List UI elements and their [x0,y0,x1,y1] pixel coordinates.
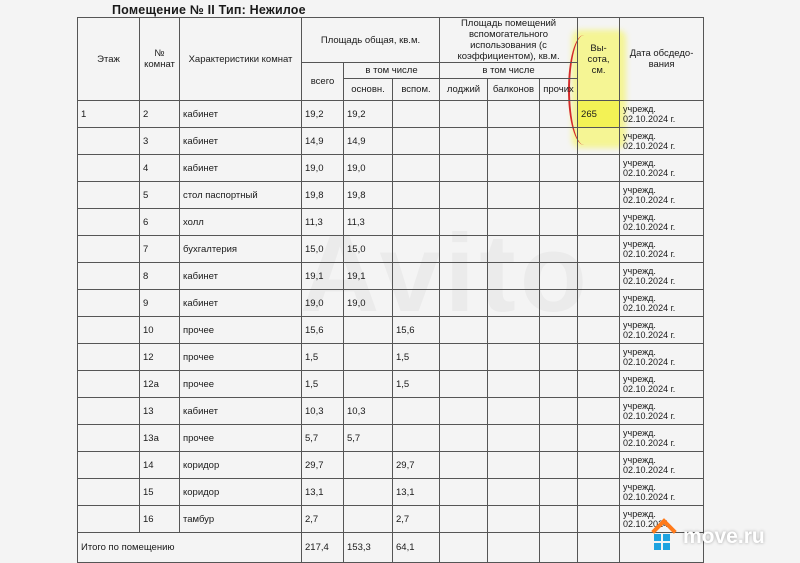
cell-height [578,155,620,182]
cell-other [540,236,578,263]
cell-name: кабинет [180,128,302,155]
cell-balcony [488,263,540,290]
cell-loggia [440,263,488,290]
cell-height [578,290,620,317]
cell-balcony [488,182,540,209]
cell-floor [78,128,140,155]
cell-floor: 1 [78,101,140,128]
cell-date: учрежд. 02.10.2024 г. [620,425,704,452]
cell-name: тамбур [180,506,302,533]
cell-aux [393,101,440,128]
cell-room: 4 [140,155,180,182]
table-row [78,209,704,236]
cell-height [578,452,620,479]
cell-aux [393,182,440,209]
cell-main [344,317,393,344]
header-including-2: в том числе [440,63,578,79]
cell-total: 1,5 [302,344,344,371]
cell-name: прочее [180,344,302,371]
total-area-main: 153,3 [344,533,393,563]
cell-main: 19,2 [344,101,393,128]
cell-floor [78,182,140,209]
cell-date: учрежд. 02.10.2024 г. [620,290,704,317]
cell-loggia [440,236,488,263]
cell-other [540,452,578,479]
header-total-area: Площадь общая, кв.м. [302,18,440,63]
cell-main [344,479,393,506]
cell-balcony [488,290,540,317]
cell-balcony [488,236,540,263]
cell-other [540,506,578,533]
cell-balcony [488,344,540,371]
table-row [78,398,704,425]
cell-name: прочее [180,425,302,452]
cell-height [578,182,620,209]
header-main: основн. [344,79,393,101]
cell-loggia [440,182,488,209]
house-logo-icon [652,524,678,550]
cell-name: коридор [180,452,302,479]
logo-text: move.ru [683,525,765,548]
total-balconies [488,533,540,563]
header-floor: Этаж [78,18,140,101]
cell-main: 10,3 [344,398,393,425]
cell-total: 11,3 [302,209,344,236]
cell-floor [78,506,140,533]
cell-floor [78,236,140,263]
header-characteristics: Характеристики комнат [180,18,302,101]
cell-name: холл [180,209,302,236]
cell-main: 5,7 [344,425,393,452]
cell-balcony [488,506,540,533]
cell-balcony [488,425,540,452]
cell-other [540,263,578,290]
cell-balcony [488,479,540,506]
cell-aux [393,155,440,182]
cell-room: 8 [140,263,180,290]
cell-loggia [440,317,488,344]
table-row [78,101,704,128]
table-row [78,263,704,290]
cell-date: учрежд. 02.10.2024 г. [620,128,704,155]
cell-main: 11,3 [344,209,393,236]
cell-floor [78,263,140,290]
cell-loggia [440,128,488,155]
header-aux-area: Площадь помещений вспомогательного использования (с коэффициентом), кв.м. [440,18,578,63]
cell-other [540,344,578,371]
cell-loggia [440,506,488,533]
header-including-1: в том числе [344,63,440,79]
document-title: Помещение № II Тип: Нежилое [112,3,306,17]
cell-name: кабинет [180,155,302,182]
table-row [78,344,704,371]
cell-aux: 13,1 [393,479,440,506]
cell-room: 15 [140,479,180,506]
cell-balcony [488,128,540,155]
header-balconies: балконов [488,79,540,101]
total-other [540,533,578,563]
cell-other [540,317,578,344]
cell-height [578,506,620,533]
cell-floor [78,452,140,479]
cell-other [540,155,578,182]
cell-height [578,317,620,344]
cell-room: 14 [140,452,180,479]
cell-aux: 29,7 [393,452,440,479]
cell-loggia [440,425,488,452]
cell-total: 19,0 [302,155,344,182]
total-loggias [440,533,488,563]
cell-total: 13,1 [302,479,344,506]
cell-date: учрежд. 02.10.2024 г. [620,263,704,290]
cell-height [578,209,620,236]
table-row [78,506,704,533]
table-row [78,425,704,452]
cell-main: 19,0 [344,290,393,317]
cell-other [540,290,578,317]
cell-floor [78,209,140,236]
cell-height [578,398,620,425]
cell-total: 29,7 [302,452,344,479]
table-row [78,479,704,506]
cell-aux: 15,6 [393,317,440,344]
cell-main: 19,8 [344,182,393,209]
table-row [78,452,704,479]
cell-date: учрежд. 02.10.2024 г. [620,101,704,128]
header-loggias: лоджий [440,79,488,101]
cell-aux [393,398,440,425]
header-room-number: № комнат [140,18,180,101]
cell-room: 12 [140,344,180,371]
cell-balcony [488,209,540,236]
cell-balcony [488,452,540,479]
cell-aux: 1,5 [393,371,440,398]
cell-other [540,101,578,128]
total-area-all: 217,4 [302,533,344,563]
header-all: всего [302,63,344,101]
cell-main: 15,0 [344,236,393,263]
cell-main: 19,0 [344,155,393,182]
cell-date: учрежд. 02.10.2024 г. [620,371,704,398]
rooms-table [77,17,704,563]
cell-loggia [440,290,488,317]
cell-floor [78,290,140,317]
cell-main: 14,9 [344,128,393,155]
cell-room: 10 [140,317,180,344]
cell-balcony [488,317,540,344]
cell-name: стол паспортный [180,182,302,209]
cell-height [578,263,620,290]
cell-name: кабинет [180,398,302,425]
cell-date: учрежд. 02.10.2024 [620,506,704,533]
cell-name: бухгалтерия [180,236,302,263]
cell-floor [78,371,140,398]
cell-total: 19,8 [302,182,344,209]
cell-loggia [440,398,488,425]
cell-height [578,128,620,155]
cell-total: 15,6 [302,317,344,344]
cell-aux [393,290,440,317]
cell-loggia [440,155,488,182]
cell-date: учрежд. 02.10.2024 г. [620,182,704,209]
cell-aux [393,425,440,452]
cell-name: кабинет [180,290,302,317]
total-height [578,533,620,563]
cell-height [578,425,620,452]
cell-room: 13 [140,398,180,425]
cell-main [344,371,393,398]
table-row [78,371,704,398]
cell-room: 3 [140,128,180,155]
cell-room: 7 [140,236,180,263]
cell-balcony [488,101,540,128]
cell-date: учрежд. 02.10.2024 г. [620,479,704,506]
cell-date: учрежд. 02.10.2024 г. [620,236,704,263]
table-row [78,128,704,155]
cell-room: 12а [140,371,180,398]
cell-other [540,425,578,452]
cell-main [344,344,393,371]
cell-other [540,371,578,398]
cell-floor [78,155,140,182]
cell-date: учрежд. 02.10.2024 г. [620,452,704,479]
cell-aux: 1,5 [393,344,440,371]
cell-aux [393,236,440,263]
cell-floor [78,398,140,425]
cell-main [344,452,393,479]
cell-name: кабинет [180,263,302,290]
header-row-1 [78,18,704,63]
header-height: Вы-сота, см. [578,18,620,101]
cell-total: 10,3 [302,398,344,425]
cell-height [578,479,620,506]
table-row [78,155,704,182]
header-other: прочих [540,79,578,101]
cell-room: 13а [140,425,180,452]
cell-height [578,236,620,263]
cell-name: прочее [180,371,302,398]
cell-date: учрежд. 02.10.2024 г. [620,344,704,371]
cell-date: учрежд. 02.10.2024 г. [620,155,704,182]
cell-balcony [488,371,540,398]
cell-balcony [488,398,540,425]
total-row [78,533,704,563]
cell-total: 19,0 [302,290,344,317]
cell-room: 5 [140,182,180,209]
cell-height [578,344,620,371]
move-ru-logo [652,522,765,552]
cell-total: 19,1 [302,263,344,290]
cell-date: учрежд. 02.10.2024 г. [620,398,704,425]
cell-name: коридор [180,479,302,506]
cell-total: 2,7 [302,506,344,533]
cell-name: прочее [180,317,302,344]
cell-height [578,371,620,398]
cell-loggia [440,101,488,128]
cell-date: учрежд. 02.10.2024 г. [620,209,704,236]
cell-other [540,209,578,236]
cell-other [540,182,578,209]
cell-total: 19,2 [302,101,344,128]
cell-loggia [440,452,488,479]
cell-total: 5,7 [302,425,344,452]
cell-other [540,479,578,506]
cell-total: 1,5 [302,371,344,398]
header-aux: вспом. [393,79,440,101]
cell-total: 15,0 [302,236,344,263]
table-row [78,290,704,317]
table-row [78,236,704,263]
total-area-aux: 64,1 [393,533,440,563]
table-row [78,182,704,209]
cell-aux [393,263,440,290]
cell-loggia [440,479,488,506]
cell-height: 265 [578,101,620,128]
cell-date: учрежд. 02.10.2024 г. [620,317,704,344]
table-row [78,317,704,344]
cell-name: кабинет [180,101,302,128]
cell-aux [393,128,440,155]
cell-loggia [440,344,488,371]
header-survey-date: Дата обсдедо-вания [620,18,704,101]
cell-total: 14,9 [302,128,344,155]
cell-room: 2 [140,101,180,128]
cell-aux: 2,7 [393,506,440,533]
cell-floor [78,317,140,344]
cell-loggia [440,371,488,398]
cell-aux [393,209,440,236]
cell-main: 19,1 [344,263,393,290]
cell-other [540,128,578,155]
cell-room: 9 [140,290,180,317]
cell-main [344,506,393,533]
cell-room: 6 [140,209,180,236]
cell-room: 16 [140,506,180,533]
cell-floor [78,344,140,371]
cell-floor [78,425,140,452]
table-body [78,101,704,533]
total-label: Итого по помещению [78,533,302,563]
cell-loggia [440,209,488,236]
cell-floor [78,479,140,506]
cell-other [540,398,578,425]
cell-balcony [488,155,540,182]
